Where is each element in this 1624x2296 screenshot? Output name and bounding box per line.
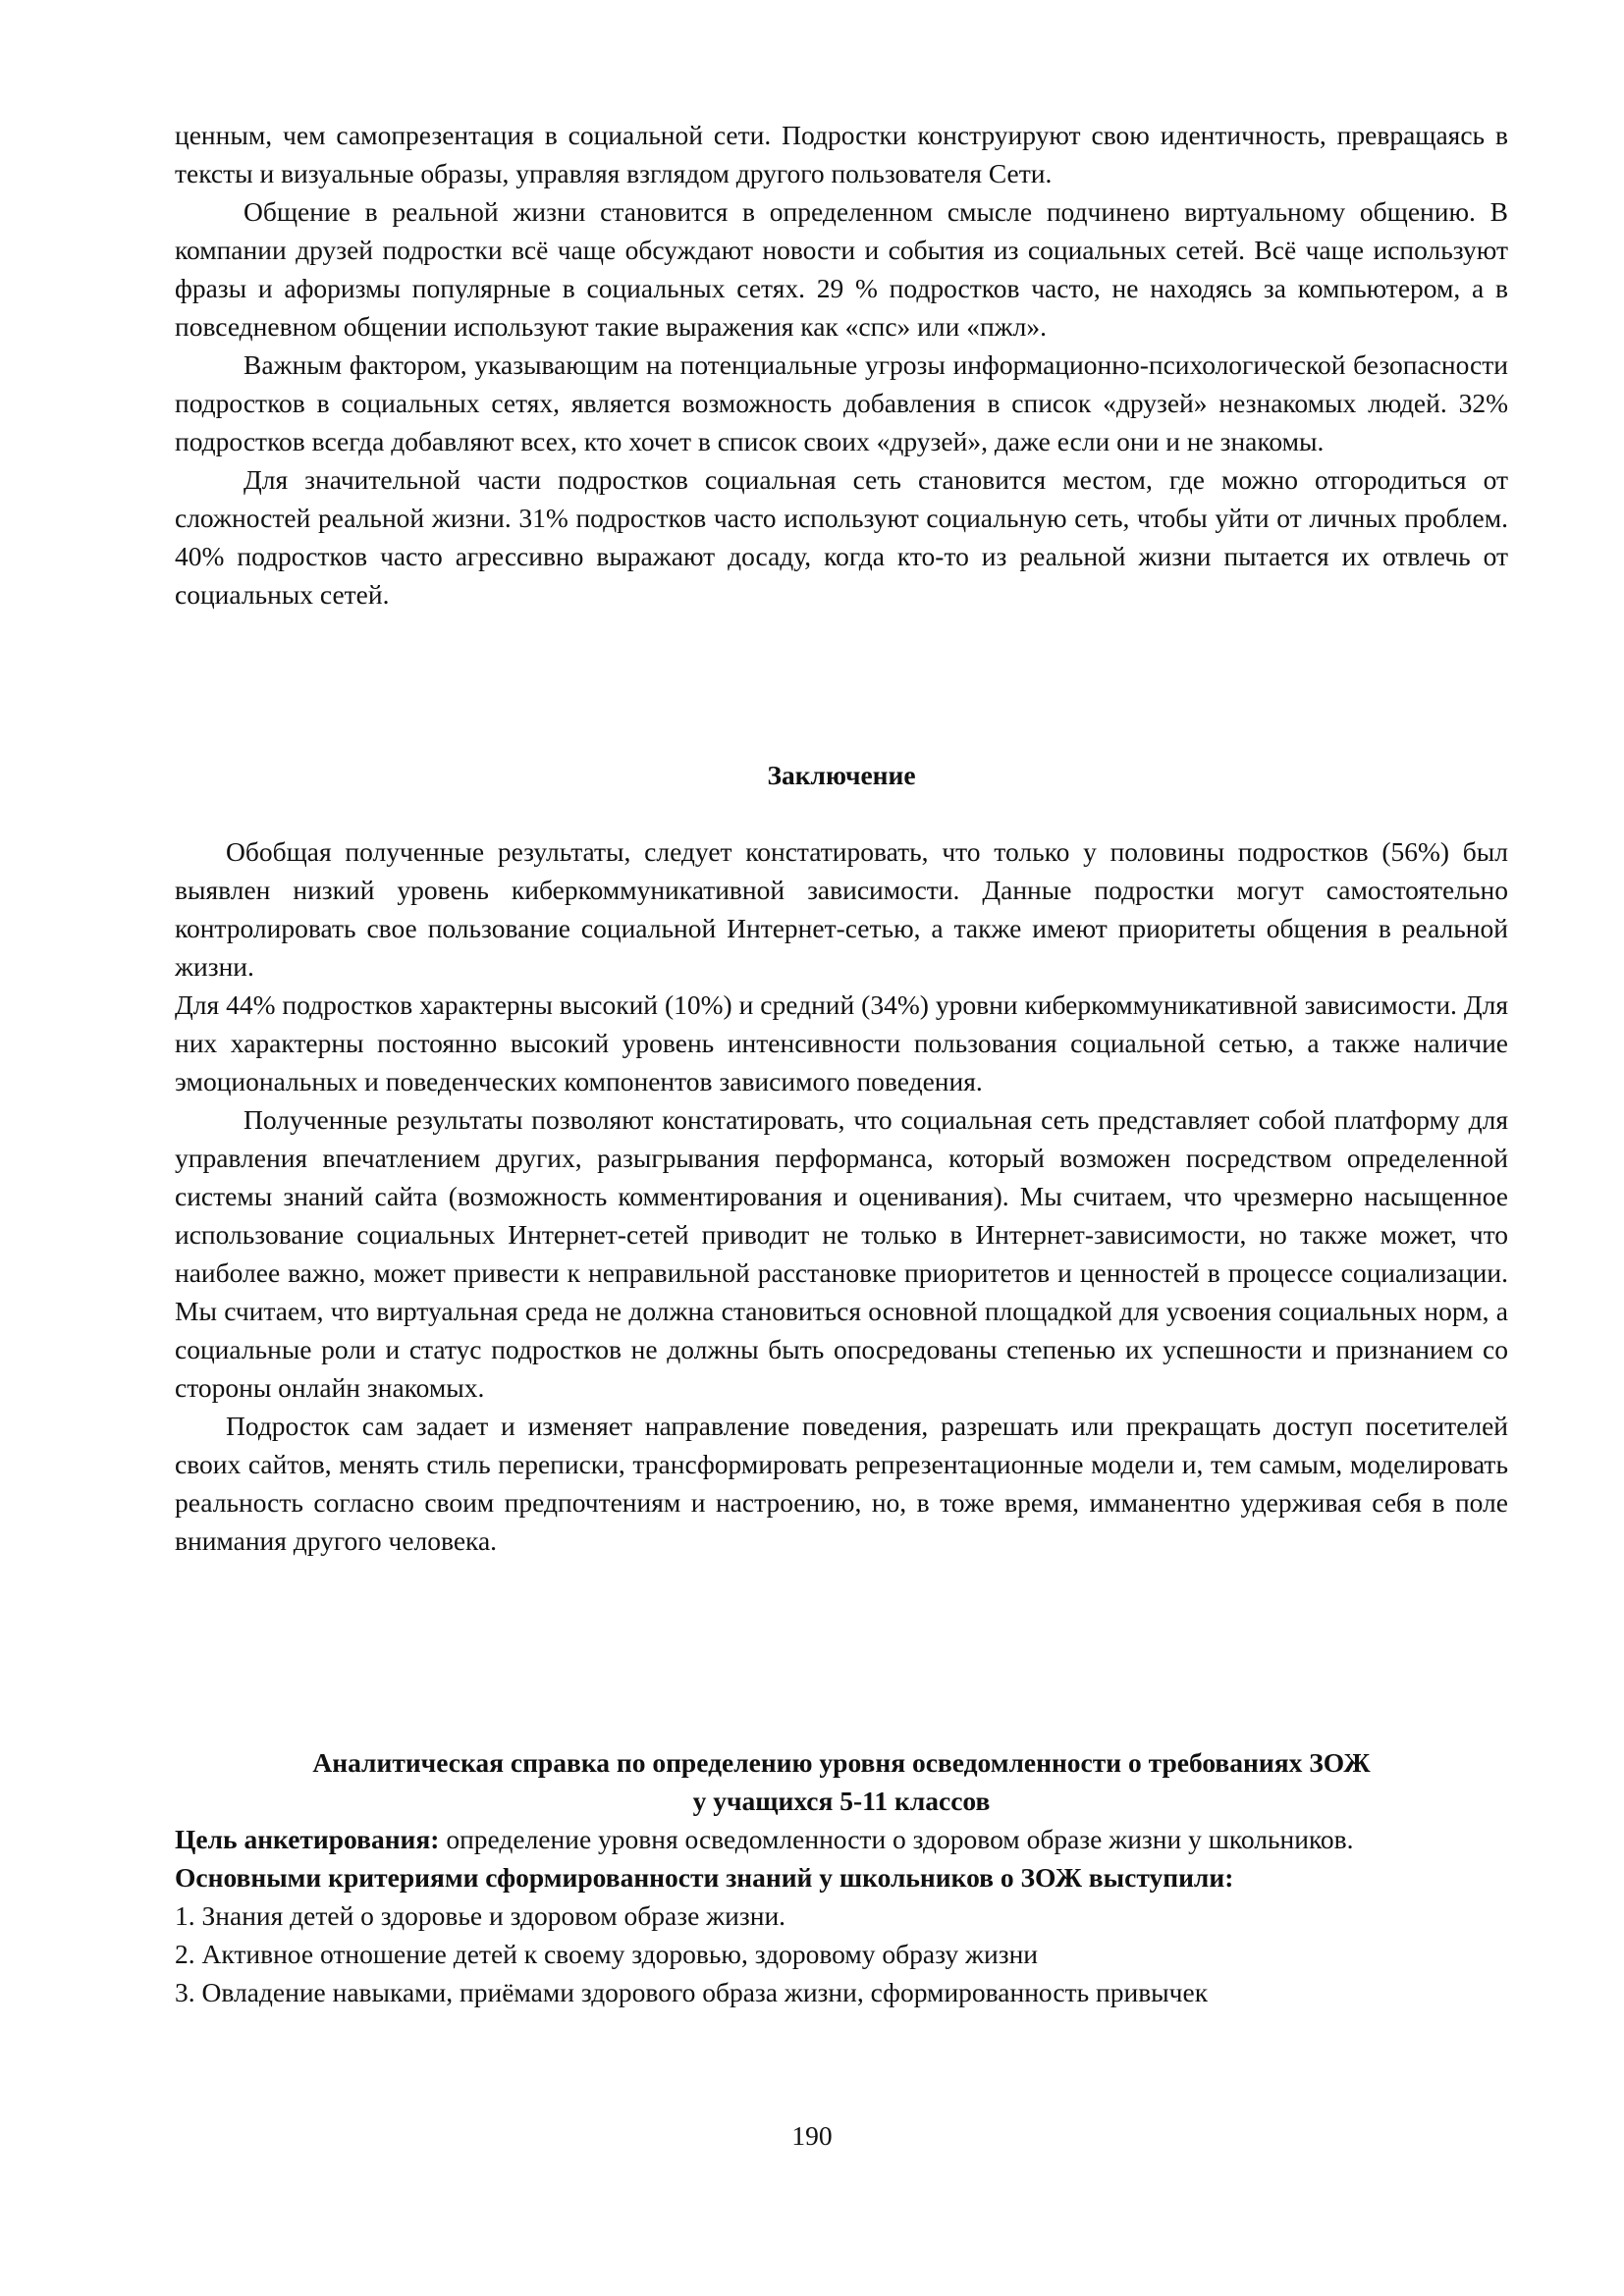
report-title-line1: Аналитическая справка по определению уровня осведомленности о требованиях ЗОЖ [312, 1747, 1371, 1778]
criteria-item: 3. Овладение навыками, приёмами здорового образа жизни, сформированность привычек [175, 1977, 1209, 2007]
paragraph: Важным фактором, указывающим на потенциальные угрозы информационно-психологической безопасности подростков в социальных сетях, является возможность добавления в список «друзей» незнакомых людей. 32% подростков всегда добавляют всех, кто хочет в список своих «друзей», даже если они и не знакомы. [175, 349, 1508, 456]
section-social-networks [175, 116, 1508, 614]
paragraph: Подросток сам задает и изменяет направление поведения, разрешать или прекращать доступ посетителей своих сайтов, менять стиль переписки, трансформировать репрезентационные модели и, тем самым, моделировать реальность согласно своим предпочтениям и настроению, но, в тоже время, имманентно удерживая себя в поле внимания другого человека. [175, 1411, 1508, 1556]
goal-label: Цель анкетирования: [175, 1824, 440, 1854]
criteria-item: 1. Знания детей о здоровье и здоровом образе жизни. [175, 1900, 786, 1931]
paragraph: Общение в реальной жизни становится в определенном смысле подчинено виртуальному общению. В компании друзей подростки всё чаще обсуждают новости и события из социальных сетей. Всё чаще используют фразы и афоризмы популярные в социальных сетях. 29 % подростков часто, не находясь за компьютером, а в повседневном общении используют такие выражения как «спс» или «пжл». [175, 196, 1508, 342]
paragraph: Для значительной части подростков социальная сеть становится местом, где можно отгородиться от сложностей реальной жизни. 31% подростков часто используют социальную сеть, чтобы уйти от личных проблем. 40% подростков часто агрессивно выражают досаду, когда кто-то из реальной жизни пытается их отвлечь от социальных сетей. [175, 464, 1508, 610]
report-goal [175, 1820, 1508, 1858]
paragraph: Обобщая полученные результаты, следует констатировать, что только у половины подростков (56%) был выявлен низкий уровень киберкоммуникативной зависимости. Данные подростки могут самостоятельно контролировать свое пользование социальной Интернет-сетью, а также имеют приоритеты общения в реальной жизни. [175, 836, 1508, 982]
goal-text: определение уровня осведомленности о здоровом образе жизни у школьников. [439, 1824, 1354, 1854]
criteria-heading: Основными критериями сформированности знаний у школьников о ЗОЖ выступили: [175, 1862, 1234, 1893]
paragraph: Полученные результаты позволяют констатировать, что социальная сеть представляет собой платформу для управления впечатлением других, разыгрывания перформанса, который возможен посредством определенной системы знаний сайта (возможность комментирования и оценивания). Мы считаем, что чрезмерно насыщенное использование социальных Интернет-сетей приводит не только в Интернет-зависимости, но также может, что наиболее важно, может привести к неправильной расстановке приоритетов и ценностей в процессе социализации. Мы считаем, что виртуальная среда не должна становиться основной площадкой для усвоения социальных норм, а социальные роли и статус подростков не должны быть опосредованы степенью их успешности и признанием со стороны онлайн знакомых. [175, 1104, 1508, 1403]
paragraph: ценным, чем самопрезентация в социальной сети. Подростки конструируют свою идентичность, превращаясь в тексты и визуальные образы, управляя взглядом другого пользователя Сети. [175, 120, 1508, 188]
paragraph: Для 44% подростков характерны высокий (10%) и средний (34%) уровни киберкоммуникативной зависимости. Для них характерны постоянно высокий уровень интенсивности пользования социальной сетью, а также наличие эмоциональных и поведенческих компонентов зависимого поведения. [175, 989, 1508, 1096]
section-report [175, 1743, 1508, 2011]
report-title-line2: у учащихся 5-11 классов [692, 1786, 991, 1816]
criteria-item: 2. Активное отношение детей к своему здоровью, здоровому образу жизни [175, 1939, 1039, 1969]
section-conclusion [175, 832, 1508, 1560]
conclusion-heading: Заключение [767, 760, 916, 790]
page-number: 190 [791, 2120, 833, 2151]
